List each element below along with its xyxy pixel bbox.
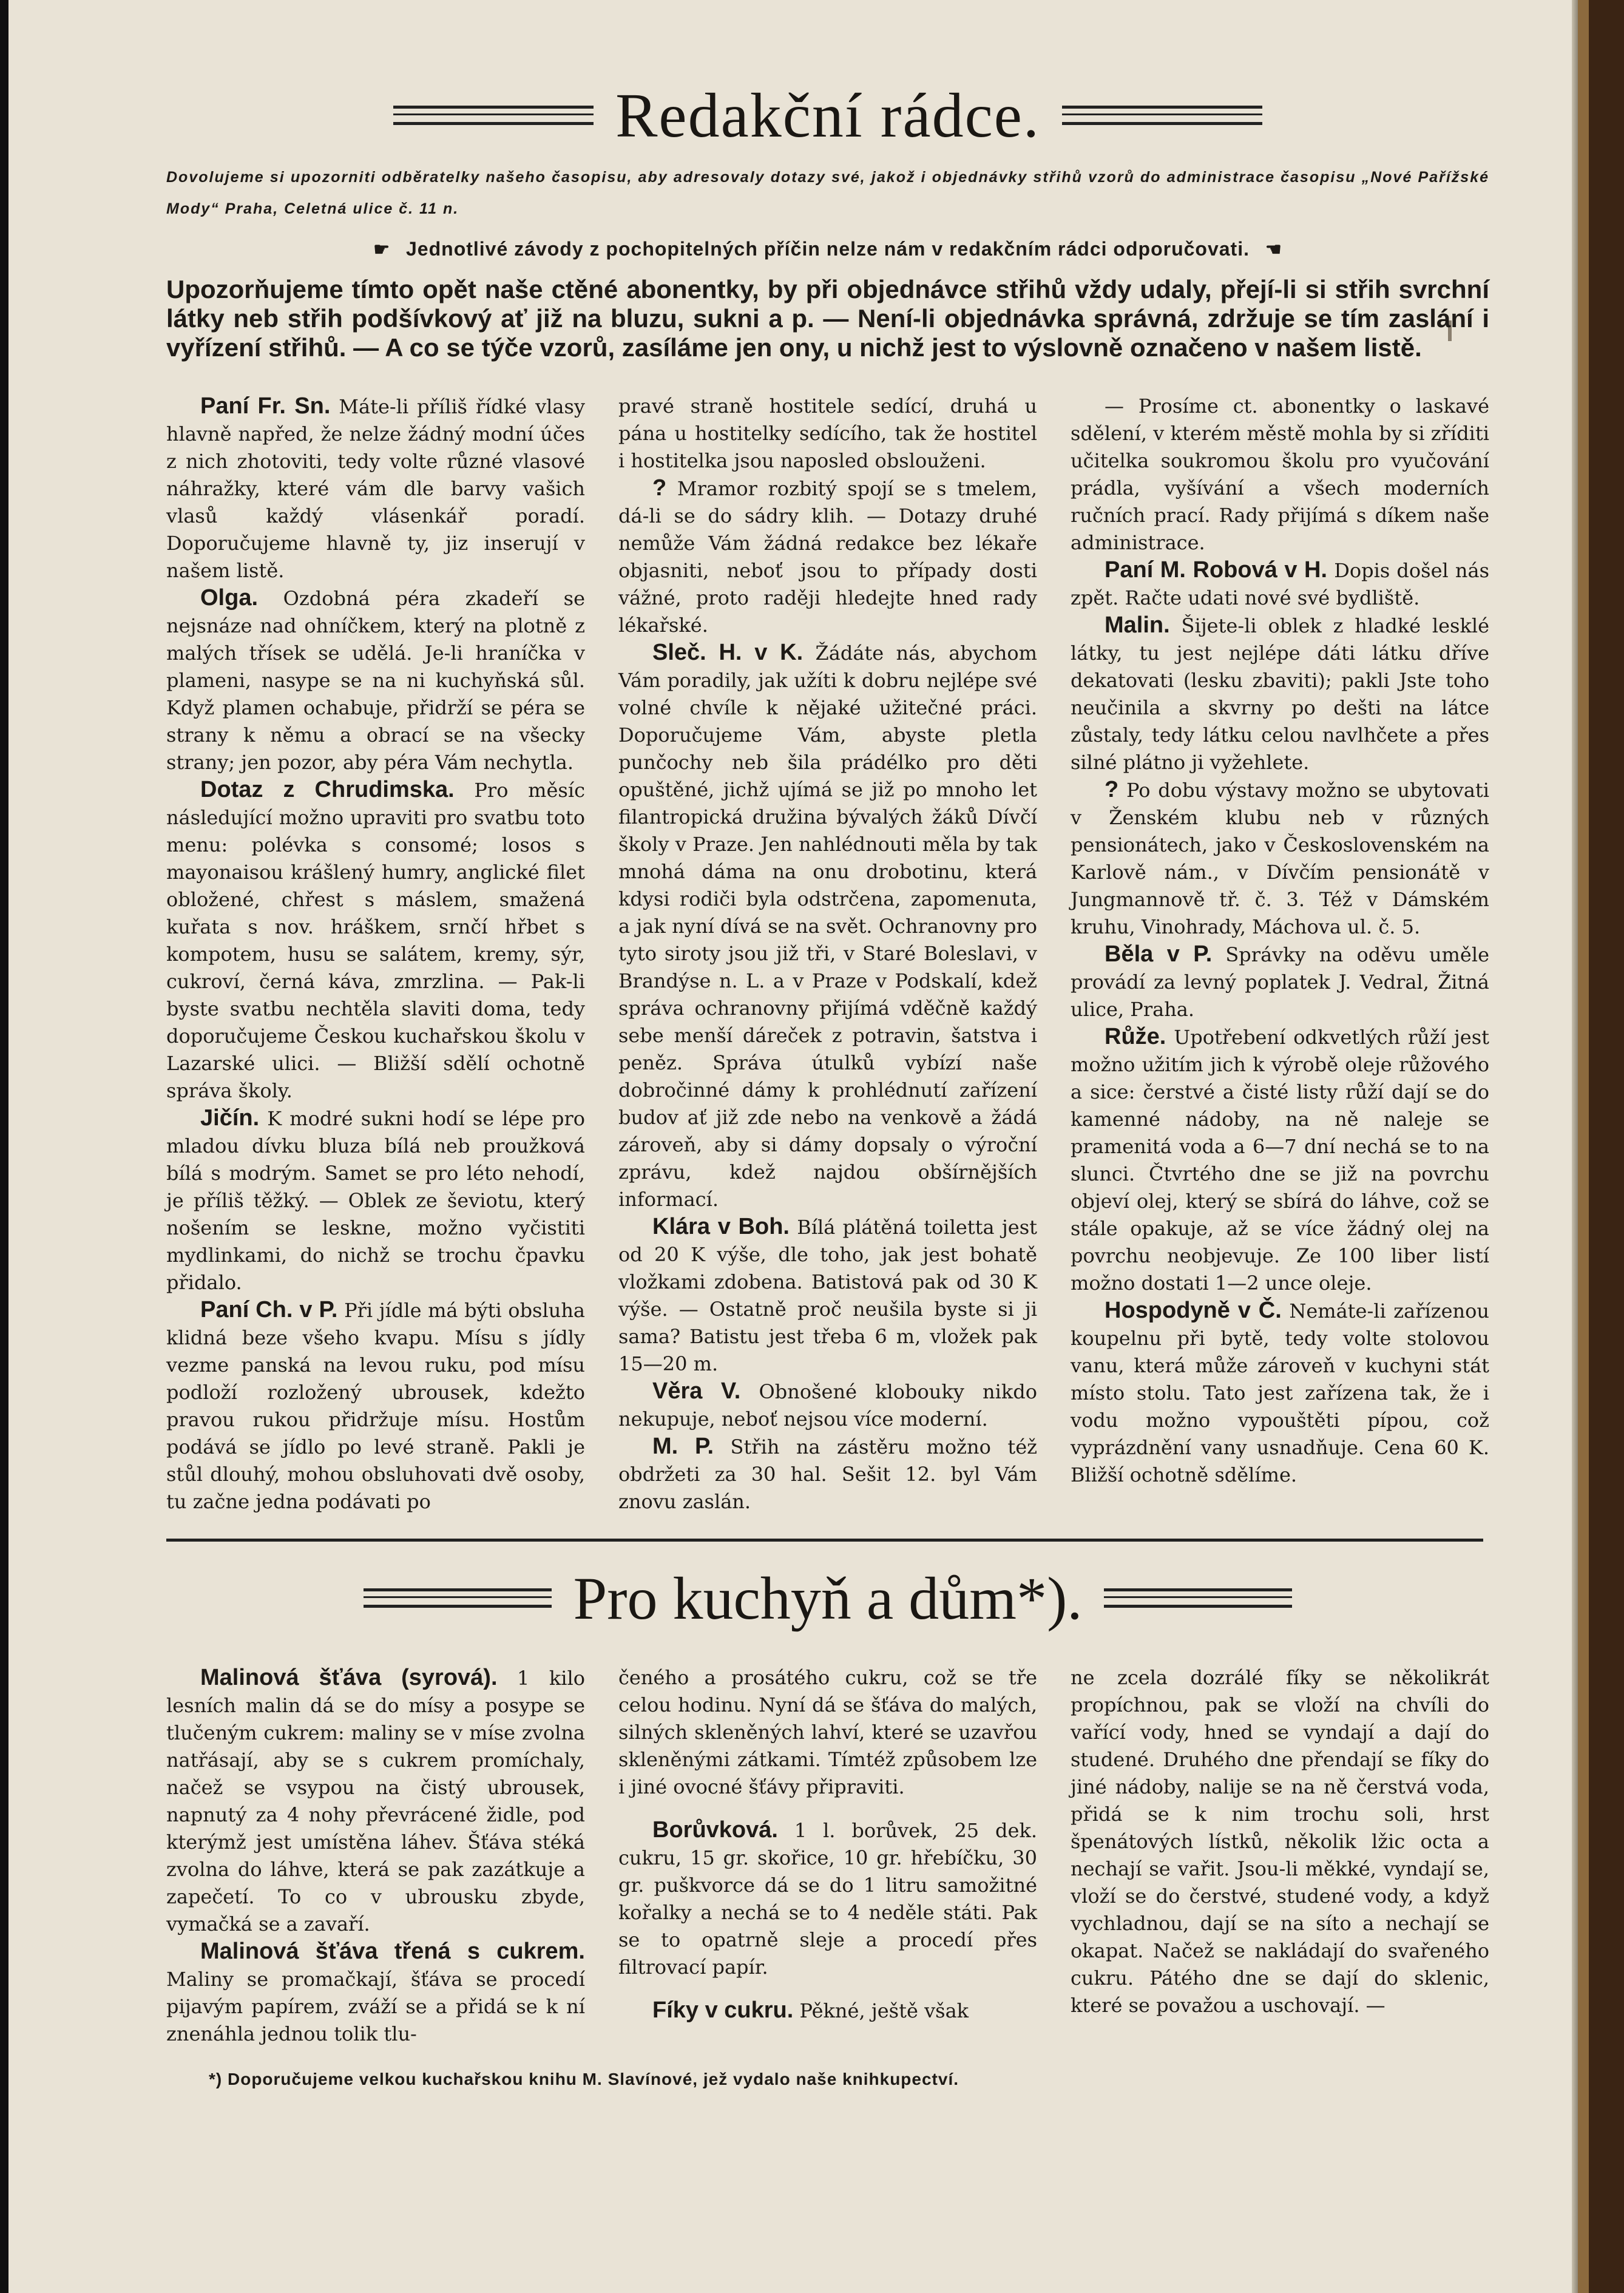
advice-entry [166,584,585,776]
recipe-entry [618,1997,1037,2025]
entry-heading: Paní Fr. Sn. [200,393,331,419]
newspaper-page [8,0,1578,2293]
advice-entry [618,1213,1037,1378]
ornamental-rule [1104,1588,1292,1608]
advice-entry [618,393,1037,475]
entry-heading: Běla v P. [1105,941,1213,967]
advice-column-1 [166,393,585,1516]
recipe-heading: Malinová šťáva (syrová). [200,1665,498,1690]
entry-heading: Klára v Boh. [652,1214,790,1239]
entry-text: Obnošené klobouky nikdo nekupuje, neboť nejsou více moderní. [618,1380,1038,1431]
entry-text: Upotřebení odkvetlých růží jest možno užitím jich k výrobě oleje růžového a sice: čerstvé a čisté listy růží dají se do kamenné nádoby, na ně naleje se pramenitá voda a 6—7 dní nechá se to na slunci. Čtvrtého dne se již na povrchu objeví olej, který se sbírá do láhve, což se stále opakuje, až se více žádný olej na povrchu neobjevuje. Ze 100 liber listí možno dostati 1—2 unce oleje. [1071,1026,1489,1295]
entry-heading: Dotaz z Chrudimska. [200,777,455,802]
pointing-hand-icon: ☛ [373,240,391,260]
advice-column-2 [618,393,1037,1516]
section-divider [166,1539,1483,1542]
entry-text: pravé straně hostitele sedící, druhá u pána u hostitelky sedícího, tak že hostitel i hostitelka jsou naposled obslouženi. [618,395,1037,472]
page-edge [1578,0,1624,2293]
recipe-text: Maliny se promačkají, šťáva se procedí pijavým papírem, zváží se a přidá se k ní znenáhla jednou tolik tlu- [166,1968,585,2045]
advice-column-3 [1071,393,1489,1516]
section-2-header [166,1553,1489,1644]
recipe-entry [166,1664,585,1938]
entry-text: Nemáte-li zařízenou koupelnu při bytě, tedy volte stolovou vanu, která může zároveň v kuchyni stát místo stolu. Tato jest zařízena tak, že i vodu možno vypouštěti pípou, což vyprázdnění vany usnadňuje. Cena 60 K. Bližší ochotně sdělíme. [1071,1299,1489,1486]
section-1-title: Redakční rádce. [615,80,1040,151]
advice-entry [1071,1023,1489,1297]
entry-text: Mramor rozbitý spojí se s tmelem, dá-li se do sádry klih. — Dotazy druhé nemůže Vám žádná redakce bez lékaře objasniti, neboť jsou to případy dosti vážné, proto raději hledejte hned rady lékařské. [618,477,1038,637]
advice-entry [618,1378,1037,1433]
entry-heading: Věra V. [652,1378,741,1404]
advice-entry [1071,393,1489,557]
entry-text: K modré sukni hodí se lépe pro mladou dívku bluza bílá neb proužková bílá s modrým. Samet se pro léto nehodí, je příliš těžký. — Oblek ze ševiotu, který nošením se leskne, možno vyčistiti mydlinkami, do nichž se trochu čpavku přidalo. [166,1107,586,1294]
advice-entry [1071,941,1489,1023]
entry-text: Máte-li příliš řídké vlasy hlavně napřed, že nelze žádný modní účes z nich zhotoviti, tedy volte různé vlasové náhražky, které vám dle barvy vašich vlasů každý vlásenkář poradí. Doporučujeme hlavně ty, jiz inserují v našem listě. [166,395,585,582]
recipe-column-1 [166,1664,585,2048]
recipe-heading: Borůvková. [652,1817,778,1843]
advice-entry [618,475,1037,639]
entry-text: Žádáte nás, abychom Vám poradily, jak užíti k dobru nejlépe své volné chvíle k nějaké užitečné práci. Doporučujeme Vám, abyste pletla punčochy neb šila prádélko pro děti opuštěné, jichž ujímá se již po mnoho let filantropická družina bývalých žáků Dívčí školy v Praze. Jen nahlédnouti měla by tak mnohá dáma na onu drobotinu, která kdysi rodiči byla odstrčena, zapomenuta, a jak nyní dívá se na svět. Ochranovny pro tyto siroty jsou již tři, v Staré Boleslavi, v Brandýse n. L. a v Praze v Podskalí, kdež správa ochranovny přijímá vděčně každý sebe menší dáreček z potravin, šatstva i peněz. Správa útulků vybízí naše dobročinné dámy k prohlédnutí zařízení budov ať již zde nebo na venkově a žádá zároveň, aby si dámy dopsaly o výroční zprávu, kdež najdou obšírnějších informací. [618,642,1037,1211]
recipe-text: Pěkné, ještě však [799,1999,969,2022]
advice-entry [166,1296,585,1516]
recipe-column-3 [1071,1664,1489,2048]
recipe-columns [166,1664,1489,2048]
entry-heading: Paní M. Robová v H. [1105,557,1328,583]
ornamental-rule [1062,106,1262,125]
ornamental-rule [364,1588,552,1608]
notice-subscribers: Dovolujeme si upozorniti odběratelky našeho časopisu, aby adresovaly dotazy své, jakož i objednávky střihů vzorů do administrace časopisu „Nové Pařížské Mody“ Praha, Celetná ulice č. 11 n. [166,169,1489,217]
entry-heading: M. P. [652,1434,714,1459]
recipe-text: 1 kilo lesních malin dá se do mísy a posype se tlučeným cukrem: maliny se v míse zvolna natřásají, aby se s cukrem promíchaly, načež se vsypou na čistý ubrousek, napnutý za 4 nohy převrácené židle, pod kterýmž jest umístěna láhev. Šťáva stéká zvolna do láhve, která se pak zazátkuje a zapečetí. To co v ubrousku zbyde, vymačká se a zavaří. [166,1667,585,1936]
advice-entry [1071,557,1489,612]
entry-heading: ? [652,475,667,501]
recipe-text: ne zcela dozrálé fíky se několikrát propíchnou, pak se vloží na chvíli do vařící vody, hned se vyndají a dají do studené. Druhého dne přendají se fíky do jiné nádoby, nalije se na ně čerstvá voda, přidá se k nim trochu soli, hrst špenátových lístků, několik lžic octa a nechají se vařit. Jsou-li měkké, vyndají se, vloží se do čerstvé, studené vody, a když vychladnou, dají se na síto a nechají se okapat. Načež se nakládají do svařeného cukru. Pátého dne se dají do sklenic, které se považou a uschovají. — [1071,1666,1489,2017]
entry-heading: Růže. [1105,1024,1166,1049]
advice-entry [1071,612,1489,776]
advice-columns [166,393,1489,1516]
section-1-header [166,73,1489,158]
recipe-entry [166,1938,585,2048]
recipe-text: 1 l. borůvek, 25 dek. cukru, 15 gr. skořice, 10 gr. hřebíčku, 30 gr. puškvorce dá se do 1 litru samožitné kořalky a nechá se to 4 neděle státi. Pak se to opatrně sleje a procedí přes filtrovací papír. [618,1819,1038,1979]
entry-heading: Sleč. H. v K. [652,640,804,665]
entry-text: — Prosíme ct. abonentky o laskavé sdělení, v kterém městě mohla by si zříditi učitelka soukromou školu pro vyučování prádla, vyšívání a všech moderních ručních prací. Rady přijímá s díkem naše administrace. [1071,395,1489,554]
section-2-title: Pro kuchyň a dům*). [573,1564,1083,1632]
entry-heading: Jičín. [200,1105,260,1131]
advice-entry [1071,1297,1489,1489]
entry-heading: Hospodyně v Č. [1105,1298,1282,1323]
recipe-entry [618,1664,1037,1801]
notice-orders: Upozorňujeme tímto opět naše ctěné abonentky, by při objednávce střihů vždy udaly, přejí-li si střih svrchní látky neb střih podšívkový ať již na bluzu, sukni a p. — Není-li objednávka správná, zdržuje se tím zaslání i vyřízení střihů. — A co se týče vzorů, zasíláme jen ony, u nichž jest to výslovně označeno v našem listě. [166,275,1489,362]
ornamental-rule [393,106,594,125]
entry-heading: Paní Ch. v P. [200,1297,338,1323]
advice-entry [166,393,585,584]
advice-entry [1071,776,1489,941]
entry-text: Bílá plátěná toiletta jest od 20 K výše, dle toho, jak jest bohatě vložkami zdobena. Batistová pak od 30 K výše. — Ostatně proč neušila byste si ji sama? Batistu jest třeba 6 m, vložek pak 15—20 m. [618,1216,1038,1375]
recipe-heading: Malinová šťáva třená s cukrem. [200,1939,585,1964]
entry-text: Po dobu výstavy možno se ubytovati v Ženském klubu neb v různých pensionátech, jako v Československém na Karlově nám., v Dívčím pensionátě v Jungmannově tř. č. 3. Též v Dámském kruhu, Vinohrady, Máchova ul. č. 5. [1071,779,1490,938]
footnote: *) Doporučujeme velkou kuchařskou knihu M. Slavínové, jež vydalo naše knihkupectví. [209,2070,959,2088]
advice-entry [618,639,1037,1213]
entry-heading: Malin. [1105,612,1170,638]
recipe-entry [618,1817,1037,1981]
notice-shops [166,238,1489,260]
advice-entry [166,1105,585,1296]
recipe-heading: Fíky v cukru. [652,1997,794,2023]
entry-text: Pro měsíc následující možno upraviti pro svatbu toto menu: polévka s consomé; losos s mayonaisou krášlený humry, anglické filet obložené, chřest s máslem, smažená kuřata s nov. hráškem, srnčí hřbet s kompotem, husu se salátem, kremy, sýr, cukroví, černá káva, zmrzlina. — Pak-li byste svatbu nechtěla slaviti doma, tedy doporučujeme Českou kuchařskou školu v Lazarské ulici. — Bližší sdělí ochotně správa školy. [166,779,586,1102]
page-content [166,73,1489,2089]
recipe-entry [1071,1664,1489,2019]
entry-text: Při jídle má býti obsluha klidná beze všeho kvapu. Mísu s jídly vezme panská na levou ruku, pod mísu podloží rozložený ubrousek, kdežto pravou rukou přidržuje mísu. Hostům podává se jídlo po levé straně. Pakli je stůl dlouhý, mohou obsluhovati dvě osoby, tu začne jedna podávati po [166,1299,586,1513]
entry-text: Správky na oděvu uměle provádí za levný poplatek J. Vedral, Žitná ulice, Praha. [1071,943,1490,1021]
entry-text: Šijete-li oblek z hladké lesklé látky, tu jest nejlépe dáti látku dříve dekatovati (lesku zbaviti); pakli Jste toho neučinila a skvrny po dešti na látce zůstaly, tedy látku celou navlhčete a přes silné plátno ji vyžehlete. [1071,614,1490,774]
entry-text: Dopis došel nás zpět. Račte udati nové své bydliště. [1071,559,1490,609]
recipe-column-2 [618,1664,1037,2048]
entry-heading: ? [1105,777,1119,802]
recipe-text: čeného a prosátého cukru, což se tře celou hodinu. Nyní dá se šťáva do malých, silných skleněných lahví, které se uzavřou skleněnými zátkami. Tímtéž způsobem lze i jiné ovocné šťávy připraviti. [618,1666,1037,1798]
advice-entry [618,1433,1037,1516]
entry-text: Ozdobná péra zkadeří se nejsnáze nad ohníčkem, který na plotně z malých třísek se udělá. Je-li hraníčka v plameni, nasype se na ni kuchyňská sůl. Když plamen ochabuje, přidrží se péra se strany k němu a obrací se na všecky strany; jen pozor, aby péra Vám nechytla. [166,587,586,774]
advice-entry [166,776,585,1105]
notice-shops-text: Jednotlivé závody z pochopitelných příčin nelze nám v redakčním rádci odporučovati. [406,238,1250,260]
pointing-hand-icon: ☚ [1265,240,1282,260]
entry-heading: Olga. [200,585,259,611]
entry-text: Střih na zástěru možno též obdržeti za 30 hal. Sešit 12. byl Vám znovu zaslán. [618,1435,1037,1513]
